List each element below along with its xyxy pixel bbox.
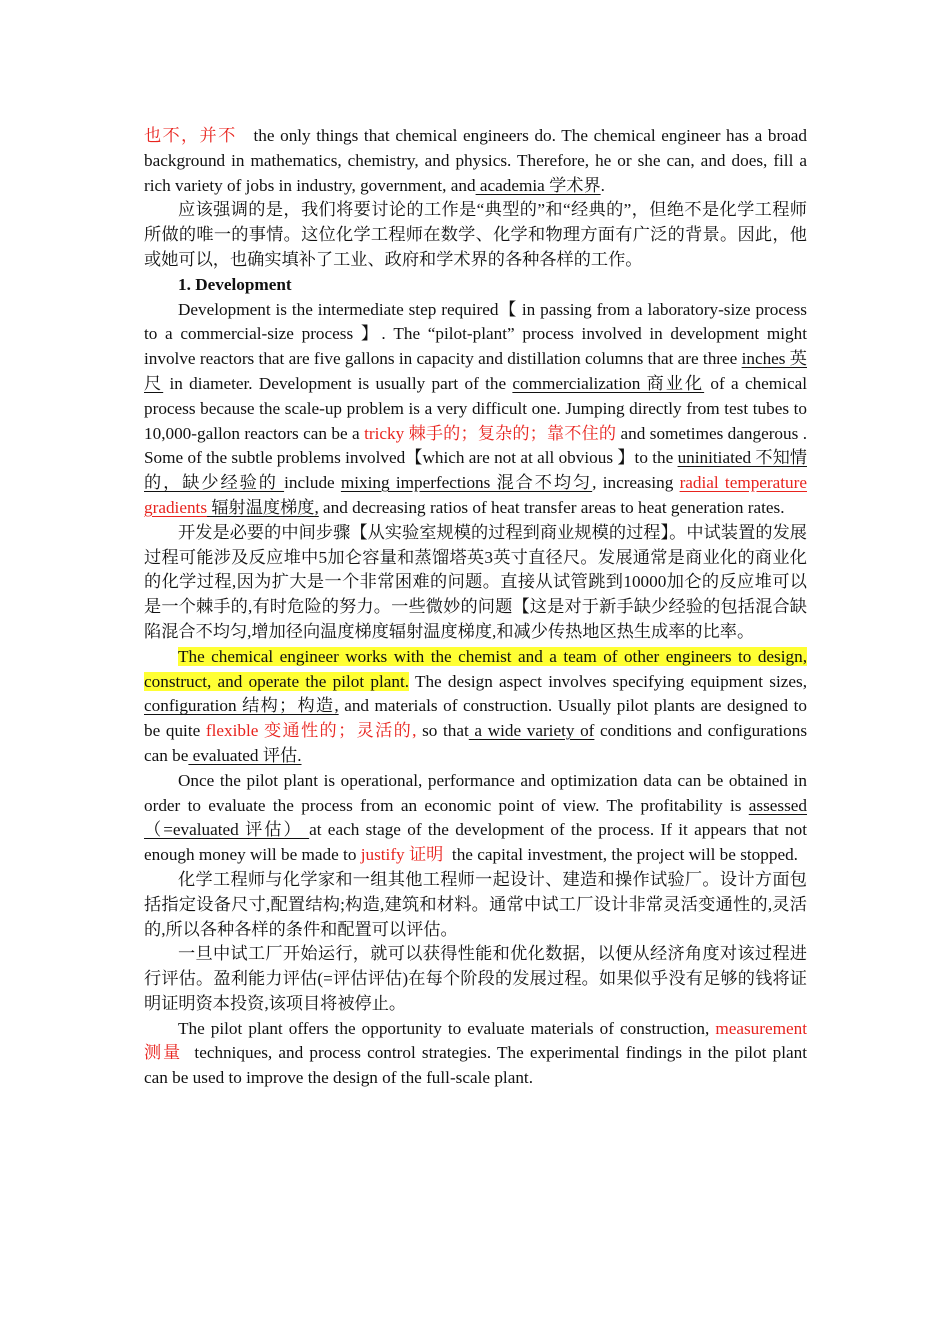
paragraph-development-translation: 开发是必要的中间步骤【从实验室规模的过程到商业规模的过程】。中试装置的发展过程可能涉及反应堆中5加仑容量和蒸馏塔英3英寸直径尺。发展通常是商业化的商业化的化学过程,因为扩大是一个非常困难的问题。直接从试管跳到10000加仑的反应堆可以是一个棘手的,有时危险的努力。一些微妙的问题【这是对于新手缺少经验的包括混合缺陷混合不均匀,增加径向温度梯度辐射温度梯度,和减少传热地区热生成率的比率。 <box>144 522 807 641</box>
paragraph-intro <box>144 124 807 198</box>
text: of a chemical process because the scale-up problem is a very difficult one. Jumping directly from test tubes to 10,000-gallon reactors can be a <box>144 373 807 443</box>
text: and sometimes dangerous . Some of the subtle problems involved【which are not at all obvious 】to the <box>144 423 808 468</box>
paragraph-pilot-operational <box>144 769 807 868</box>
text: and materials of construction. Usually pilot plants are designed to be quite <box>144 696 807 741</box>
term-tricky: tricky 棘手的；复杂的；靠不住的 <box>364 423 617 443</box>
text: conditions and configurations can be <box>144 721 808 765</box>
text: Development is the intermediate step required【 in passing from a laboratory-size process to a commercial-size process 】. The “pilot-plant” process involved in development might involve reactors that are five gallons in capacity and distillation columns that are three <box>144 299 807 369</box>
text: and decreasing ratios of heat transfer areas to heat generation rates. <box>318 497 785 517</box>
paragraph-pilot-operational-translation: 一旦中试工厂开始运行，就可以获得性能和优化数据，以便从经济角度对该过程进行评估。盈利能力评估(=评估评估)在每个阶段的发展过程。如果似乎没有足够的钱将证明证明资本投资,该项目将被停止。 <box>144 944 807 1013</box>
text: include <box>284 473 341 493</box>
term-academia: academia 学术界 <box>475 175 601 195</box>
term-inches: inches 英尺 <box>144 349 807 393</box>
term-commercialization: commercialization 商业化 <box>512 373 705 393</box>
term-wide-variety: a wide variety of <box>468 721 595 741</box>
term-radial-gradients: radial temperature gradients <box>144 473 807 517</box>
term-not: 也不，并不 <box>144 126 237 145</box>
term-measurement: measurement 测量 <box>144 1018 807 1063</box>
term-radial-gradients-cn: 辐射温度梯度, <box>207 497 319 517</box>
paragraph-pilot-opportunity <box>144 1017 807 1091</box>
text: The design aspect involves specifying equipment sizes, <box>409 671 807 691</box>
text: The pilot plant offers the opportunity to evaluate materials of construction, <box>178 1018 716 1038</box>
term-evaluated: evaluated 评估. <box>188 745 302 765</box>
paragraph-development <box>144 298 807 521</box>
text: in diameter. Development is usually part of the <box>163 373 513 393</box>
text: the capital investment, the project will be stopped. <box>443 845 798 865</box>
term-uninitiated: uninitiated 不知情的，缺少经验的 <box>144 448 807 493</box>
text: Once the pilot plant is operational, performance and optimization data can be obtained in order to evaluate the process from an economic point of view. The profitability is <box>144 770 807 815</box>
term-mixing-imperfections: mixing imperfections 混合不均匀 <box>340 473 593 493</box>
paragraph-pilot-design <box>144 645 807 769</box>
term-configuration: configuration 结构；构造, <box>144 696 339 716</box>
section-heading: 1. Development <box>178 274 292 294</box>
term-justify: justify 证明 <box>360 845 444 865</box>
paragraph-intro-translation: 应该强调的是，我们将要讨论的工作是“典型的”和“经典的”，但绝不是化学工程师所做的唯一的事情。这位化学工程师在数学、化学和物理方面有广泛的背景。因此，他或她可以，也确实填补了工业、政府和学术界的各种各样的工作。 <box>144 200 807 269</box>
document-page <box>144 124 807 1091</box>
text: . <box>600 175 605 195</box>
term-flexible: flexible 变通性的；灵活的, <box>205 721 417 741</box>
text: techniques, and process control strategies. The experimental findings in the pilot plant can be used to improve the design of the full-scale plant. <box>144 1043 807 1088</box>
text: the only things that chemical engineers do. The chemical engineer has a broad background in mathematics, chemistry, and physics. Therefore, he or she can, and does, fill a rich variety of jobs in industry, government, and <box>144 126 807 195</box>
text: , increasing <box>592 473 680 493</box>
text: at each stage of the development of the process. If it appears that not enough money will be made to <box>144 820 807 865</box>
paragraph-pilot-design-translation: 化学工程师与化学家和一组其他工程师一起设计、建造和操作试验厂。设计方面包括指定设备尺寸,配置结构;构造,建筑和材料。通常中试工厂设计非常灵活变通性的,灵活的,所以各种各样的条件和配置可以评估。 <box>144 869 807 939</box>
text: so that <box>416 721 469 741</box>
term-assessed: assessed（=evaluated 评估） <box>144 795 807 840</box>
highlighted-sentence: The chemical engineer works with the chemist and a team of other engineers to design, construct, and operate the pilot plant. <box>144 646 807 691</box>
